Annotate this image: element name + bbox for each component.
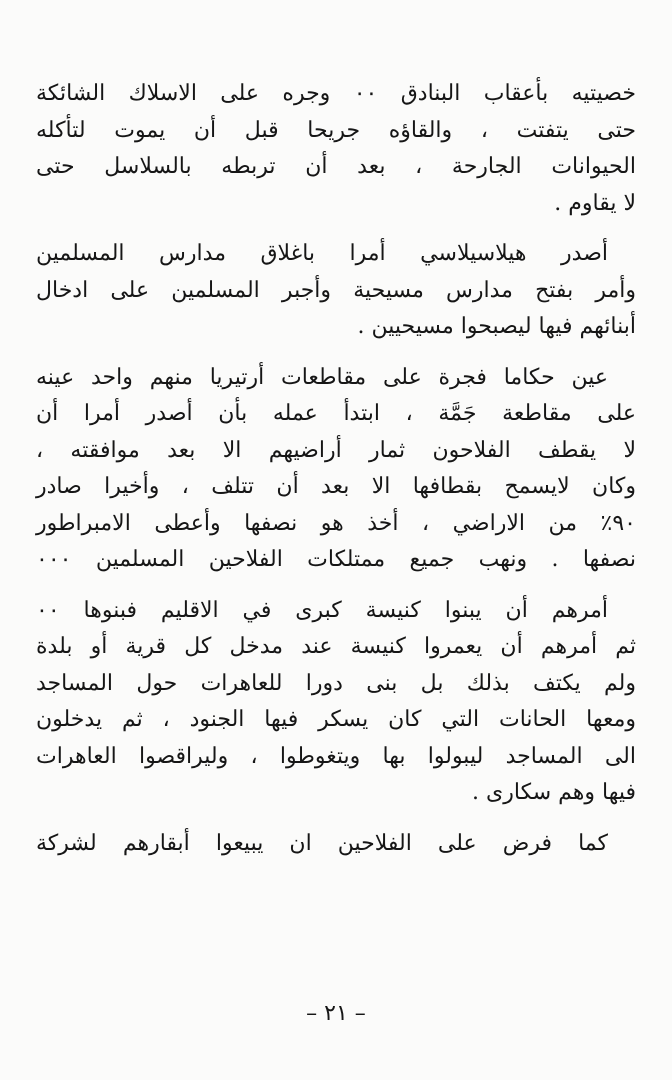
text-line: ومعها الحانات التي كان يسكر فيها الجنود ، ثم يدخلون <box>36 707 636 732</box>
text-line: حتى يتفتت ، والقاؤه جريحا قبل أن يموت لتأكله <box>36 117 636 143</box>
text-line: لا يقطف الفلاحون ثمار أراضيهم الا بعد موافقته ، <box>36 437 636 463</box>
text-line: كما فرض على الفلاحين ان يبيعوا أبقارهم لشركة <box>36 830 608 856</box>
text-line: ولم يكتف بذلك بل بنى دورا للعاهرات حول المساجد <box>36 670 636 696</box>
text-line: وكان لايسمح بقطافها الا بعد أن تتلف ، وأخيرا صادر <box>36 474 636 499</box>
text-line: أبنائهم فيها ليصبحوا مسيحيين . <box>357 314 636 339</box>
text-line: ثم أمرهم أن يعمروا كنيسة عند مدخل كل قرية أو بلدة <box>36 634 636 659</box>
text-line: فيها وهم سكارى . <box>472 780 636 805</box>
text-line: خصيتيه بأعقاب البنادق ٠٠ وجره على الاسلاك الشائكة <box>36 81 636 106</box>
page-number: – ٢١ – <box>306 1001 366 1026</box>
text-line: ٩٠٪ من الاراضي ، أخذ هو نصفها وأعطى الامبراطور <box>36 510 636 536</box>
text-line: أصدر هيلاسيلاسي أمرا باغلاق مدارس المسلمين <box>36 241 608 266</box>
text-line: الحيوانات الجارحة ، بعد أن تربطه بالسلاسل حتى <box>36 154 636 179</box>
text-line: أمرهم أن يبنوا كنيسة كبرى في الاقليم فبنوها ٠٠ <box>36 597 608 623</box>
paragraph-3 <box>36 360 636 579</box>
text-line: لا يقاوم . <box>554 190 636 216</box>
text-line: وأمر بفتح مدارس مسيحية وأجبر المسلمين على ادخال <box>36 277 636 303</box>
text-line: عين حكاما فجرة على مقاطعات أرتيريا منهم واحد عينه <box>36 364 608 390</box>
paragraph-2 <box>36 236 636 346</box>
text-line: الى المساجد ليبولوا بها ويتغوطوا ، وليراقصوا العاهرات <box>36 743 636 769</box>
paragraph-5 <box>36 826 636 863</box>
page-body <box>36 76 636 876</box>
paragraph-1 <box>36 76 636 222</box>
paragraph-4 <box>36 593 636 812</box>
text-line: على مقاطعة جَمَّة ، ابتدأ عمله بأن أصدر أمرا أن <box>36 401 636 426</box>
text-line: نصفها . ونهب جميع ممتلكات الفلاحين المسلمين ٠٠٠ <box>36 547 636 572</box>
